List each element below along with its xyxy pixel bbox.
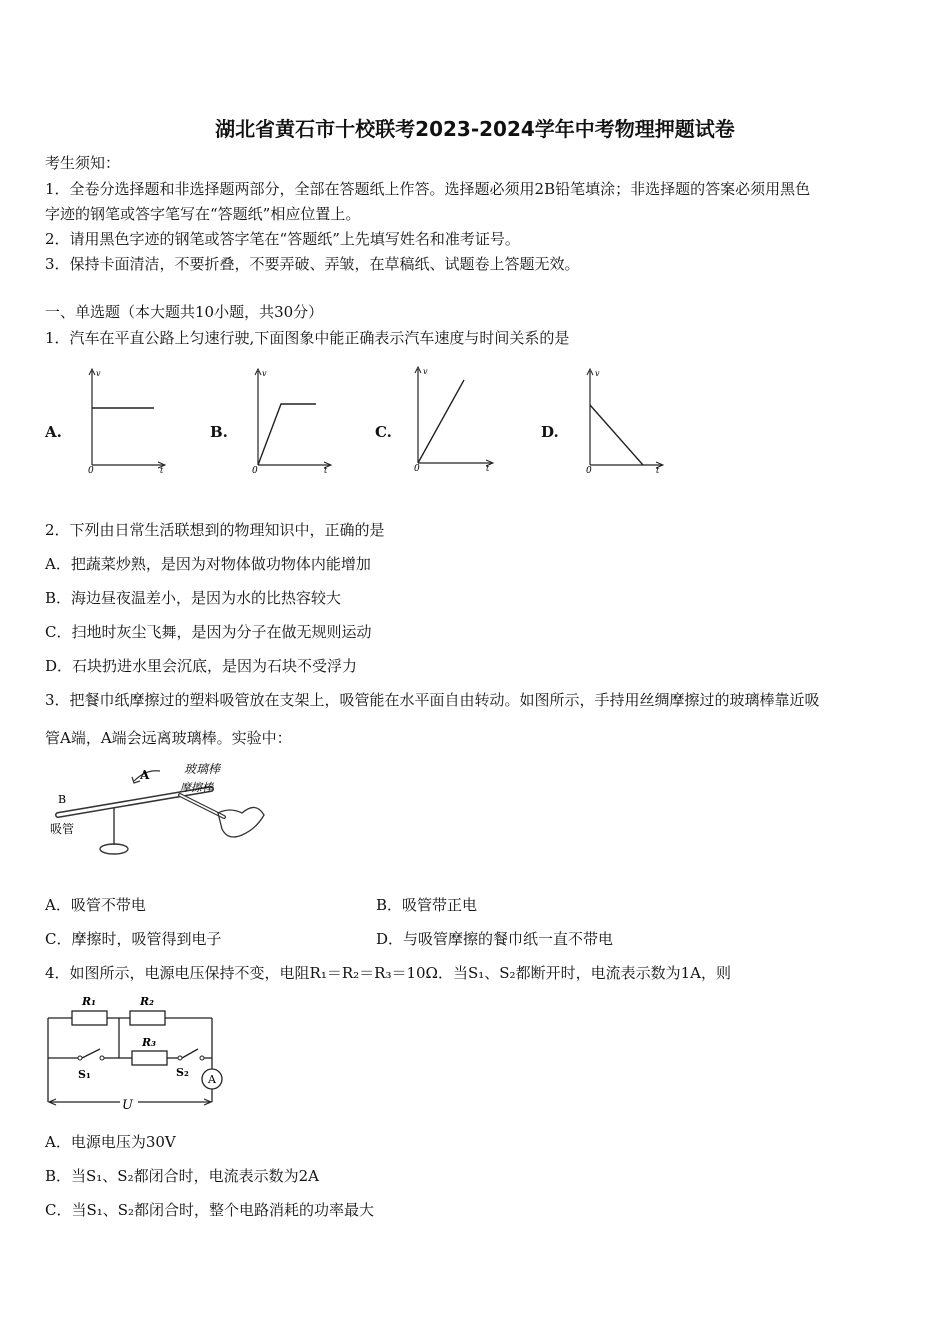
graph-d	[580, 365, 670, 475]
graph-a-ylabel: v	[96, 369, 101, 378]
graph-a	[82, 365, 172, 475]
label-b: B	[58, 793, 67, 806]
graph-d-origin: 0	[586, 466, 592, 475]
resistor-r3	[132, 1051, 167, 1065]
q4-option-a[interactable]: A．电源电压为30V	[45, 1133, 176, 1151]
q3-option-b[interactable]: B．吸管带正电	[376, 896, 478, 914]
switch-s2	[182, 1049, 198, 1058]
q2-option-c[interactable]: C．扫地时灰尘飞舞，是因为分子在做无规则运动	[45, 623, 372, 641]
q2-option-a[interactable]: A．把蔬菜炒熟，是因为对物体做功物体内能增加	[45, 555, 371, 573]
graph-b-ylabel: v	[262, 369, 267, 378]
notice-item-2: 2．请用黑色字迹的钢笔或答字笔在“答题纸”上先填写姓名和准考证号。	[45, 230, 520, 248]
graph-c	[408, 363, 498, 475]
notice-item-3: 3．保持卡面清洁，不要折叠，不要弄破、弄皱，在草稿纸、试题卷上答题无效。	[45, 255, 580, 273]
q3-option-c[interactable]: C．摩擦时，吸管得到电子	[45, 930, 222, 948]
graph-c-xlabel: t	[486, 464, 490, 473]
graph-d-ylabel: v	[595, 369, 600, 378]
graph-b	[248, 365, 338, 475]
graph-c-ylabel: v	[423, 367, 428, 376]
graph-d-line	[590, 405, 643, 465]
q1-option-c[interactable]: C.	[375, 423, 392, 441]
notice-item-1-cont: 字迹的钢笔或答字笔写在“答题纸”相应位置上。	[45, 205, 361, 223]
notice-item-1: 1．全卷分选择题和非选择题两部分，全部在答题纸上作答。选择题必须用2B铅笔填涂；非选择题的答案必须用黑色	[45, 180, 811, 198]
graph-a-xlabel: t	[160, 466, 164, 475]
straw-figure	[46, 757, 266, 862]
q2-option-b[interactable]: B．海边昼夜温差小，是因为水的比热容较大	[45, 589, 342, 607]
label-s2: S₂	[176, 1066, 189, 1079]
q2-option-d[interactable]: D．石块扔进水里会沉底，是因为石块不受浮力	[45, 657, 358, 675]
hand	[218, 807, 264, 837]
q4-option-b[interactable]: B．当S₁、S₂都闭合时，电流表示数为2A	[45, 1167, 319, 1185]
label-ammeter: A	[208, 1073, 216, 1086]
q3-option-a[interactable]: A．吸管不带电	[45, 896, 146, 914]
label-a: A	[140, 768, 150, 782]
page-title: 湖北省黄石市十校联考2023-2024学年中考物理押题试卷	[215, 117, 735, 141]
q1-stem: 1．汽车在平直公路上匀速行驶,下面图象中能正确表示汽车速度与时间关系的是	[45, 329, 570, 347]
label-u: U	[122, 1098, 133, 1112]
graph-c-origin: 0	[414, 464, 420, 474]
label-r1: R₁	[82, 995, 96, 1008]
label-s1: S₁	[78, 1068, 91, 1081]
resistor-r1	[72, 1011, 107, 1025]
q4-option-c[interactable]: C．当S₁、S₂都闭合时，整个电路消耗的功率最大	[45, 1201, 375, 1219]
switch-s1	[82, 1049, 100, 1058]
label-rod: 玻璃棒	[184, 762, 221, 776]
q1-option-b[interactable]: B.	[210, 423, 228, 441]
label-r3: R₃	[142, 1036, 156, 1049]
graph-a-origin: 0	[88, 466, 94, 475]
circuit-diagram	[42, 990, 237, 1112]
q3-stem-line1: 3．把餐巾纸摩擦过的塑料吸管放在支架上，吸管能在水平面自由转动。如图所示，手持用丝绸摩擦过的玻璃棒靠近吸	[45, 691, 820, 709]
q4-stem: 4．如图所示，电源电压保持不变，电阻R₁＝R₂＝R₃＝10Ω．当S₁、S₂都断开时，电流表示数为1A，则	[45, 964, 731, 982]
q2-stem: 2．下列由日常生活联想到的物理知识中，正确的是	[45, 521, 385, 539]
label-straw: 吸管	[50, 822, 75, 836]
graph-b-xlabel: t	[324, 466, 328, 475]
graph-b-origin: 0	[252, 466, 258, 475]
resistor-r2	[130, 1011, 165, 1025]
graph-d-xlabel: t	[656, 466, 660, 475]
label-rod2: 摩擦棒	[180, 781, 213, 794]
section-heading: 一、单选题（本大题共10小题，共30分）	[45, 303, 324, 321]
graph-c-line	[418, 380, 464, 463]
notice-heading: 考生须知：	[45, 154, 121, 172]
q1-option-d[interactable]: D.	[541, 423, 559, 441]
graph-b-line	[258, 404, 316, 465]
q1-option-a[interactable]: A.	[45, 423, 62, 441]
label-r2: R₂	[140, 995, 154, 1008]
q3-stem-line2: 管A端，A端会远离玻璃棒。实验中：	[45, 729, 292, 747]
q3-option-d[interactable]: D．与吸管摩擦的餐巾纸一直不带电	[376, 930, 614, 948]
